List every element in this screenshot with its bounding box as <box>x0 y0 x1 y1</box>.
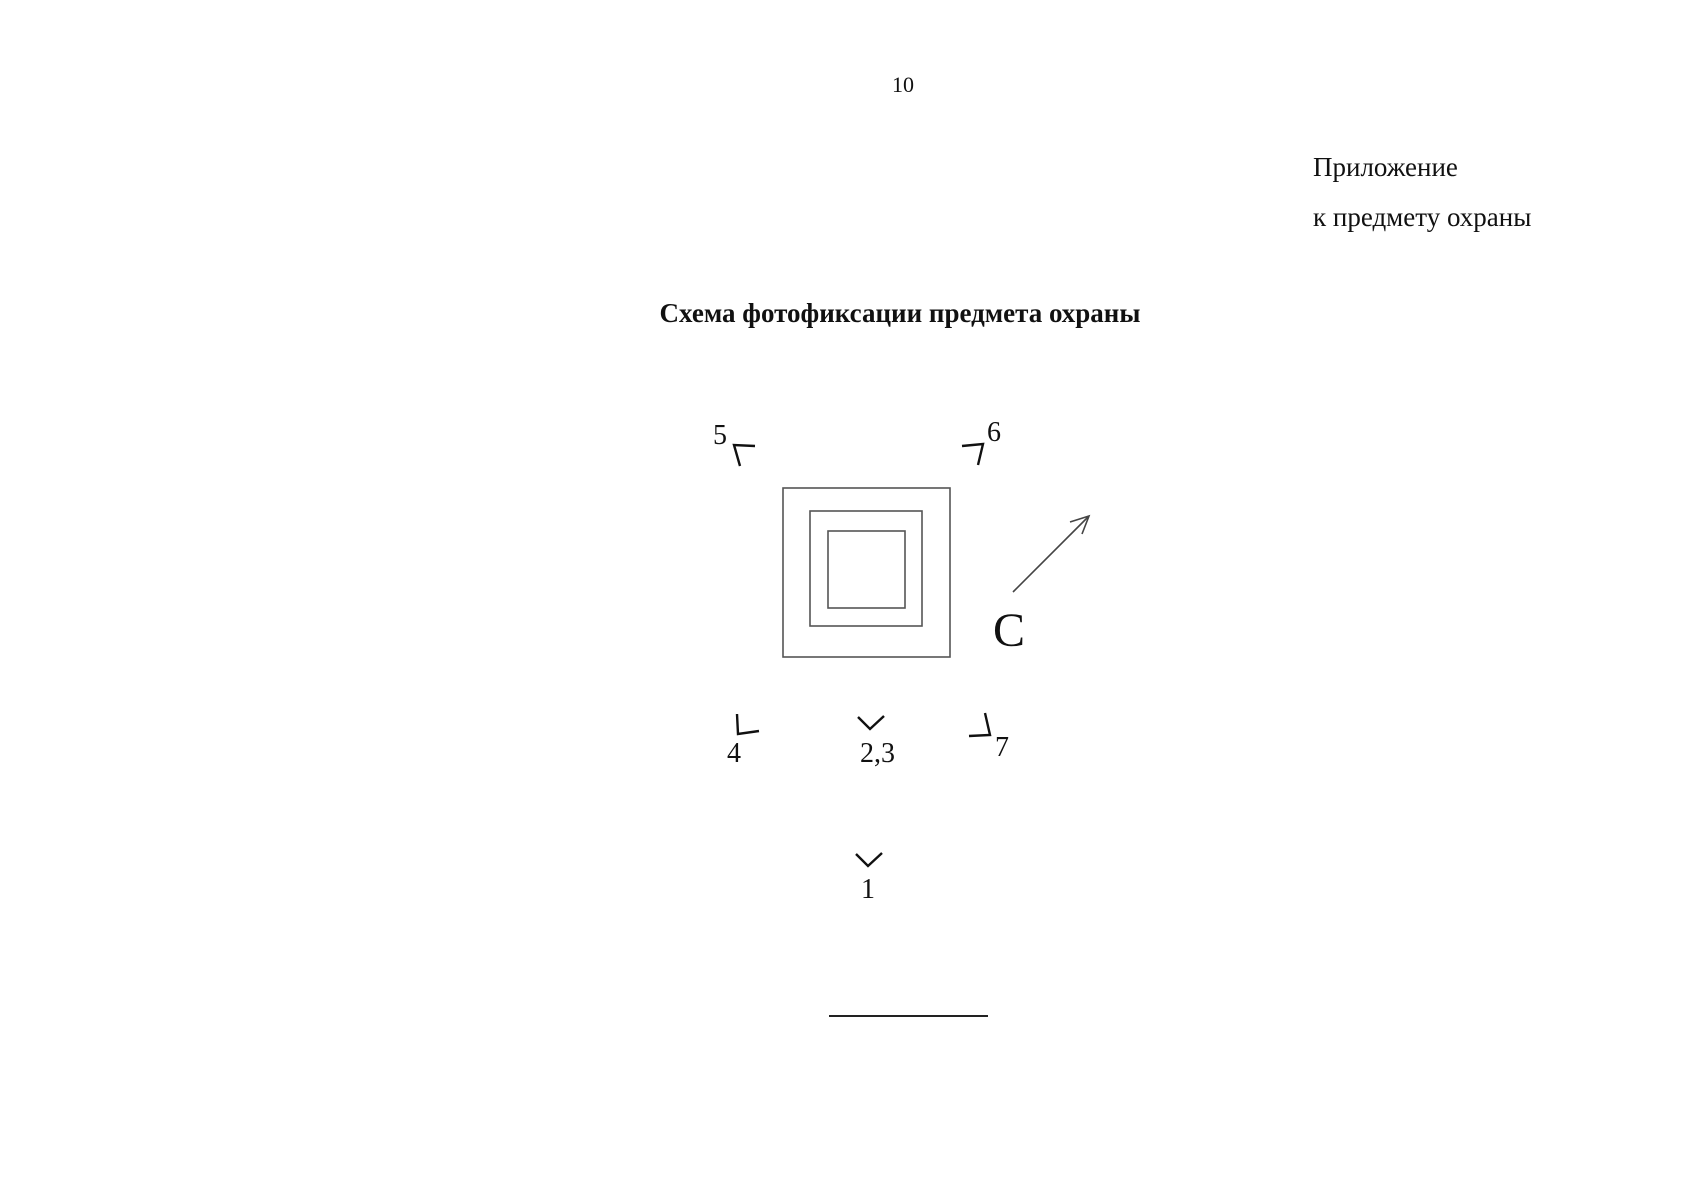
scheme-title: Схема фотофиксации предмета охраны <box>659 298 1141 328</box>
viewpoint-label: 7 <box>995 732 1009 763</box>
camera-viewpoint-mark-icon <box>858 716 884 729</box>
camera-viewpoint-mark-icon <box>737 714 759 734</box>
compass-letter: С <box>993 604 1026 657</box>
camera-viewpoint-mark-icon <box>856 853 882 866</box>
viewpoint-label: 5 <box>713 420 727 451</box>
viewpoint-4 <box>727 714 759 769</box>
viewpoint-1 <box>856 853 882 905</box>
viewpoint-label: 4 <box>727 738 741 769</box>
outer-square <box>783 488 950 657</box>
end-rule <box>829 1015 988 1017</box>
nested-squares-icon <box>783 488 950 657</box>
viewpoint-7 <box>969 713 1009 763</box>
viewpoint-label: 1 <box>861 874 875 905</box>
camera-viewpoint-mark-icon <box>962 444 983 465</box>
north-arrow-icon <box>1013 516 1089 592</box>
inner-square <box>828 531 905 608</box>
page-number: 10 <box>892 72 914 97</box>
viewpoint-2-3 <box>858 716 895 769</box>
viewpoint-5 <box>713 420 755 466</box>
viewpoint-label: 2,3 <box>860 738 895 769</box>
appendix-line-1: Приложение <box>1313 152 1458 182</box>
viewpoint-label: 6 <box>987 417 1001 448</box>
viewpoint-6 <box>962 417 1001 465</box>
camera-viewpoint-mark-icon <box>969 713 990 736</box>
appendix-line-2: к предмету охраны <box>1313 202 1532 232</box>
camera-viewpoint-mark-icon <box>734 445 755 466</box>
